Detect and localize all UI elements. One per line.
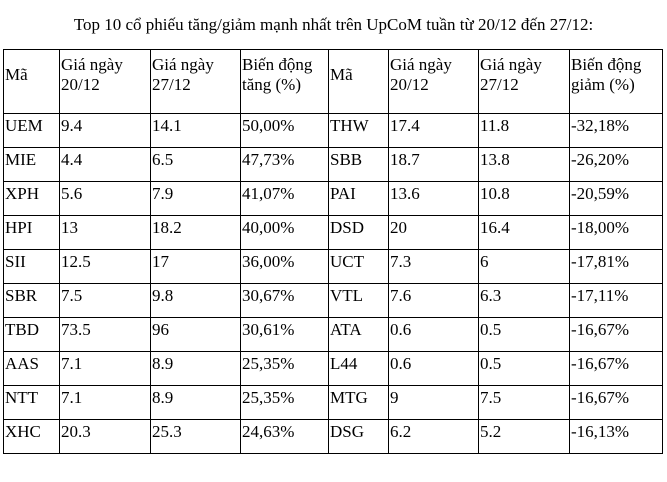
- table-row: [4, 250, 663, 284]
- gainer-price-2712-cell: 9.8: [151, 284, 241, 318]
- loser-change-cell: -26,20%: [570, 148, 663, 182]
- loser-price-2712-cell: 10.8: [479, 182, 570, 216]
- gainer-code-cell: NTT: [4, 386, 60, 420]
- header-gia-2012-left: Giá ngày 20/12: [60, 50, 151, 114]
- header-gia-2712-right: Giá ngày 27/12: [479, 50, 570, 114]
- loser-code-cell: ATA: [329, 318, 389, 352]
- table-header-row: [4, 50, 663, 114]
- gainer-price-2012-cell: 4.4: [60, 148, 151, 182]
- gainer-price-2012-cell: 5.6: [60, 182, 151, 216]
- loser-price-2712-cell: 11.8: [479, 114, 570, 148]
- gainer-price-2012-cell: 7.1: [60, 386, 151, 420]
- loser-price-2012-cell: 17.4: [389, 114, 479, 148]
- header-bien-dong-tang: Biến động tăng (%): [241, 50, 329, 114]
- gainer-code-cell: TBD: [4, 318, 60, 352]
- loser-code-cell: VTL: [329, 284, 389, 318]
- loser-code-cell: DSG: [329, 420, 389, 454]
- gainer-price-2012-cell: 73.5: [60, 318, 151, 352]
- gainer-price-2712-cell: 96: [151, 318, 241, 352]
- gainer-code-cell: SBR: [4, 284, 60, 318]
- gainer-price-2712-cell: 25.3: [151, 420, 241, 454]
- gainer-change-cell: 24,63%: [241, 420, 329, 454]
- gainer-change-cell: 30,61%: [241, 318, 329, 352]
- gainer-change-cell: 41,07%: [241, 182, 329, 216]
- loser-code-cell: L44: [329, 352, 389, 386]
- gainer-price-2712-cell: 18.2: [151, 216, 241, 250]
- loser-change-cell: -18,00%: [570, 216, 663, 250]
- loser-code-cell: DSD: [329, 216, 389, 250]
- gainer-code-cell: HPI: [4, 216, 60, 250]
- loser-price-2712-cell: 7.5: [479, 386, 570, 420]
- loser-price-2012-cell: 20: [389, 216, 479, 250]
- gainer-change-cell: 47,73%: [241, 148, 329, 182]
- gainer-change-cell: 30,67%: [241, 284, 329, 318]
- gainer-price-2712-cell: 8.9: [151, 386, 241, 420]
- gainer-code-cell: MIE: [4, 148, 60, 182]
- header-ma-right: Mã: [329, 50, 389, 114]
- loser-price-2712-cell: 6: [479, 250, 570, 284]
- table-row: [4, 386, 663, 420]
- loser-price-2012-cell: 9: [389, 386, 479, 420]
- loser-price-2712-cell: 0.5: [479, 352, 570, 386]
- loser-change-cell: -16,13%: [570, 420, 663, 454]
- gainer-price-2712-cell: 6.5: [151, 148, 241, 182]
- loser-price-2712-cell: 16.4: [479, 216, 570, 250]
- loser-code-cell: UCT: [329, 250, 389, 284]
- loser-price-2712-cell: 6.3: [479, 284, 570, 318]
- gainer-price-2012-cell: 7.5: [60, 284, 151, 318]
- loser-code-cell: THW: [329, 114, 389, 148]
- loser-code-cell: MTG: [329, 386, 389, 420]
- loser-code-cell: SBB: [329, 148, 389, 182]
- loser-change-cell: -17,81%: [570, 250, 663, 284]
- gainer-code-cell: AAS: [4, 352, 60, 386]
- loser-price-2012-cell: 18.7: [389, 148, 479, 182]
- gainer-price-2012-cell: 20.3: [60, 420, 151, 454]
- table-row: [4, 352, 663, 386]
- header-gia-2712-left: Giá ngày 27/12: [151, 50, 241, 114]
- loser-price-2012-cell: 7.6: [389, 284, 479, 318]
- header-bien-dong-giam: Biến động giảm (%): [570, 50, 663, 114]
- loser-change-cell: -16,67%: [570, 386, 663, 420]
- header-gia-2012-right: Giá ngày 20/12: [389, 50, 479, 114]
- gainer-price-2012-cell: 13: [60, 216, 151, 250]
- loser-price-2012-cell: 7.3: [389, 250, 479, 284]
- loser-change-cell: -16,67%: [570, 352, 663, 386]
- gainer-price-2012-cell: 9.4: [60, 114, 151, 148]
- gainer-price-2712-cell: 14.1: [151, 114, 241, 148]
- gainer-price-2712-cell: 8.9: [151, 352, 241, 386]
- table-row: [4, 182, 663, 216]
- gainer-code-cell: SII: [4, 250, 60, 284]
- table-row: [4, 114, 663, 148]
- gainer-code-cell: UEM: [4, 114, 60, 148]
- gainer-change-cell: 40,00%: [241, 216, 329, 250]
- table-row: [4, 148, 663, 182]
- header-ma-left: Mã: [4, 50, 60, 114]
- gainer-change-cell: 25,35%: [241, 386, 329, 420]
- table-row: [4, 420, 663, 454]
- table-caption: Top 10 cổ phiếu tăng/giảm mạnh nhất trên UpCoM tuần từ 20/12 đến 27/12:: [73, 15, 594, 34]
- loser-price-2012-cell: 6.2: [389, 420, 479, 454]
- loser-change-cell: -32,18%: [570, 114, 663, 148]
- table-row: [4, 216, 663, 250]
- gainer-change-cell: 36,00%: [241, 250, 329, 284]
- table-row: [4, 318, 663, 352]
- loser-price-2712-cell: 13.8: [479, 148, 570, 182]
- loser-change-cell: -16,67%: [570, 318, 663, 352]
- loser-price-2012-cell: 0.6: [389, 352, 479, 386]
- loser-price-2712-cell: 5.2: [479, 420, 570, 454]
- gainer-change-cell: 50,00%: [241, 114, 329, 148]
- gainer-price-2712-cell: 7.9: [151, 182, 241, 216]
- loser-price-2712-cell: 0.5: [479, 318, 570, 352]
- loser-price-2012-cell: 0.6: [389, 318, 479, 352]
- gainer-price-2012-cell: 12.5: [60, 250, 151, 284]
- gainer-price-2712-cell: 17: [151, 250, 241, 284]
- loser-change-cell: -17,11%: [570, 284, 663, 318]
- gainer-code-cell: XPH: [4, 182, 60, 216]
- gainer-price-2012-cell: 7.1: [60, 352, 151, 386]
- gainer-code-cell: XHC: [4, 420, 60, 454]
- loser-change-cell: -20,59%: [570, 182, 663, 216]
- table-row: [4, 284, 663, 318]
- loser-price-2012-cell: 13.6: [389, 182, 479, 216]
- gainer-change-cell: 25,35%: [241, 352, 329, 386]
- loser-code-cell: PAI: [329, 182, 389, 216]
- stock-movers-table: [3, 49, 663, 454]
